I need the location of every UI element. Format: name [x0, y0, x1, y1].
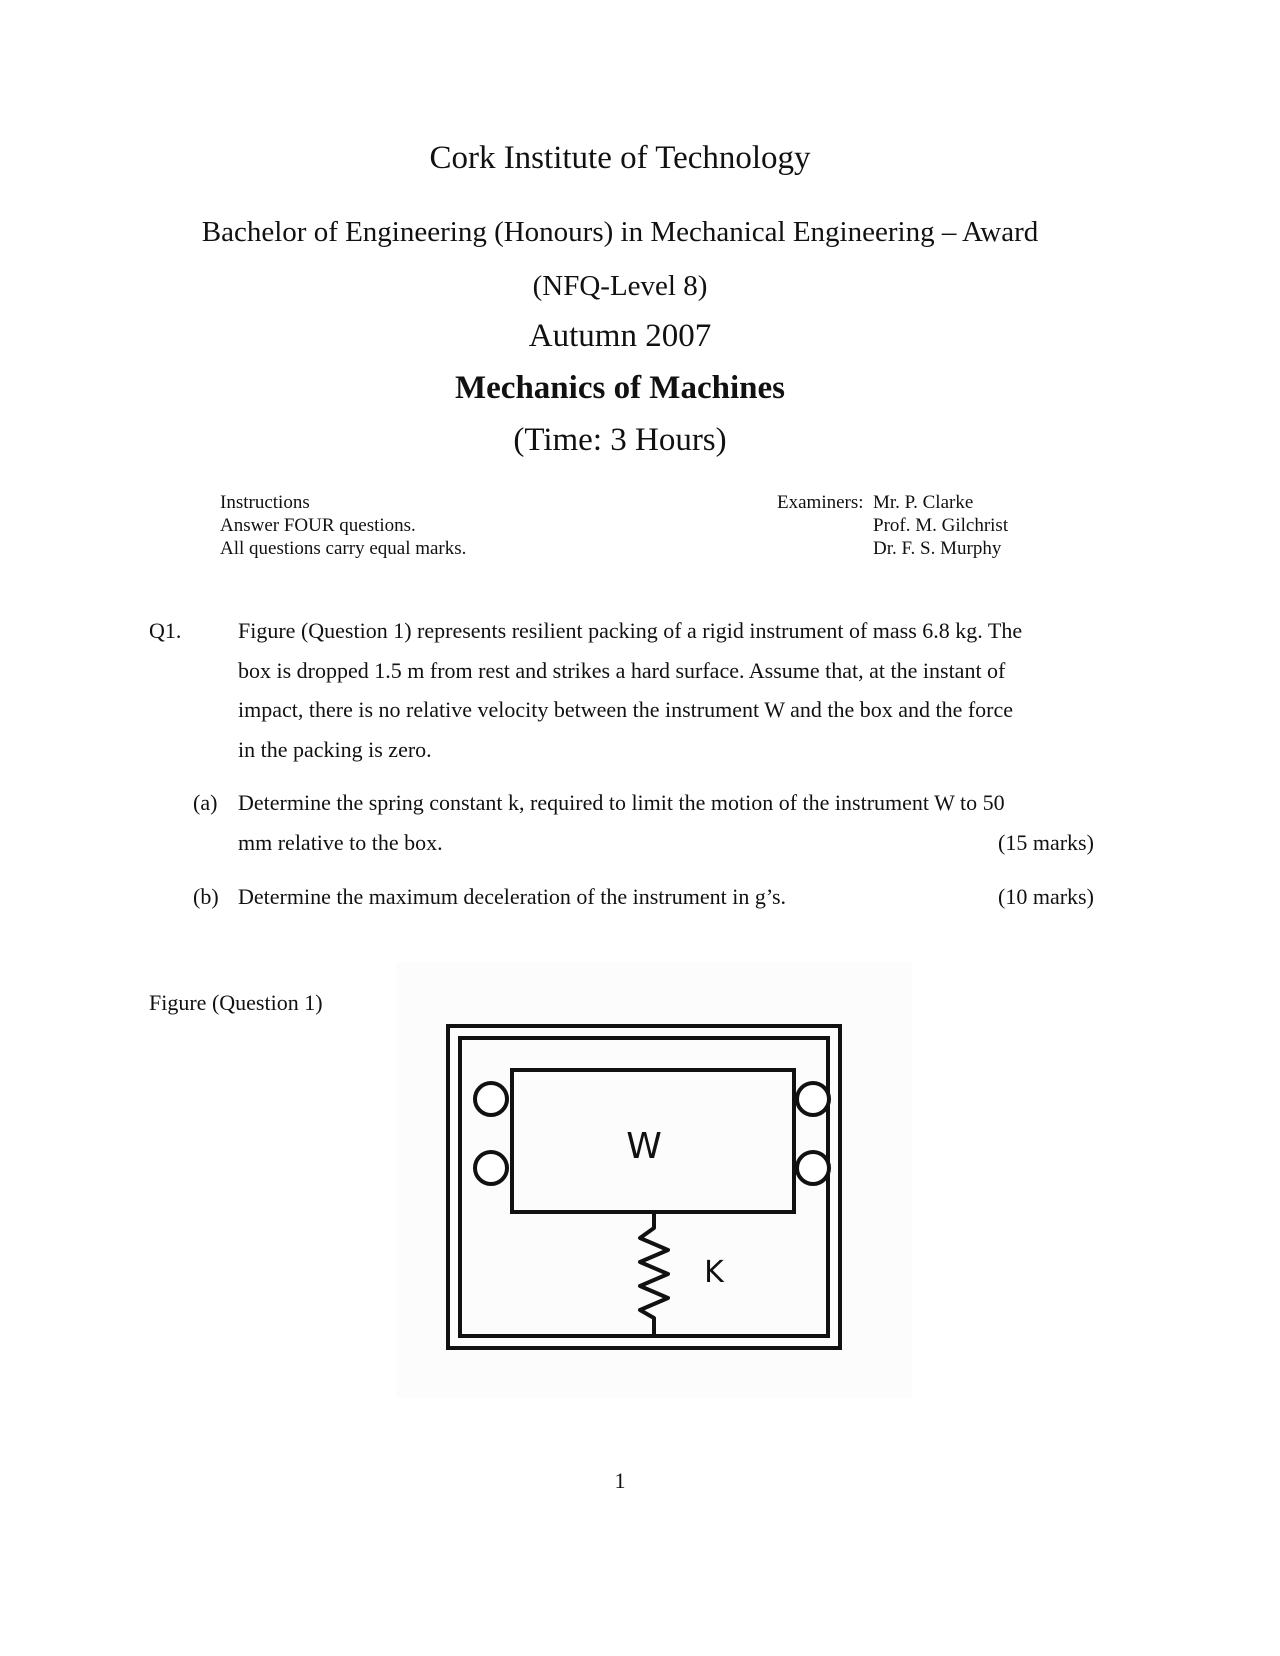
question-text-line: Figure (Question 1) represents resilient packing of a rigid instrument of mass 6.8 kg. The	[238, 618, 1023, 643]
left-lower-roller	[475, 1152, 507, 1184]
figure-drawing	[396, 962, 912, 1398]
right-lower-roller	[797, 1152, 829, 1184]
spring-label: K	[704, 1255, 724, 1290]
question-number: Q1.	[149, 618, 182, 643]
figure-caption: Figure (Question 1)	[149, 990, 323, 1015]
packing-spring	[640, 1212, 668, 1336]
part-b-label: (b)	[193, 884, 219, 909]
part-b-marks: (10 marks)	[998, 884, 1094, 909]
institution-name: Cork Institute of Technology	[429, 140, 811, 176]
question-text-line: box is dropped 1.5 m from rest and strikes a hard surface. Assume that, at the instant of	[238, 658, 1006, 683]
exam-duration: (Time: 3 Hours)	[513, 422, 727, 458]
qualification-level: (NFQ-Level 8)	[532, 270, 708, 302]
instruction-line: Answer FOUR questions.	[220, 515, 416, 536]
question-text-line: in the packing is zero.	[238, 737, 432, 762]
outer-box-wall	[448, 1026, 840, 1348]
instruction-line: All questions carry equal marks.	[220, 538, 467, 559]
examiner-name: Prof. M. Gilchrist	[873, 515, 1009, 536]
part-a-text-line: Determine the spring constant k, required to limit the motion of the instrument W to 50	[238, 790, 1005, 815]
part-a-label: (a)	[193, 790, 218, 815]
instructions-block	[220, 491, 466, 560]
subject-title: Mechanics of Machines	[455, 370, 785, 406]
right-upper-roller	[797, 1083, 829, 1115]
programme-title: Bachelor of Engineering (Honours) in Mechanical Engineering – Award	[201, 216, 1039, 248]
instructions-heading: Instructions	[220, 492, 310, 513]
part-b-text-line: Determine the maximum deceleration of the instrument in g’s.	[238, 884, 787, 909]
page-number: 1	[614, 1468, 626, 1493]
part-a-text-line: mm relative to the box.	[238, 830, 443, 855]
inner-box-wall	[460, 1038, 828, 1336]
mass-label: W	[626, 1126, 662, 1167]
part-a-marks: (15 marks)	[998, 830, 1094, 855]
examiner-name: Dr. F. S. Murphy	[873, 538, 1002, 559]
spring-mass-figure	[396, 962, 912, 1398]
examiners-list	[873, 491, 1008, 560]
examiners-label: Examiners:	[777, 492, 864, 513]
question-text-line: impact, there is no relative velocity between the instrument W and the box and the force	[238, 697, 1014, 722]
exam-session: Autumn 2007	[528, 318, 712, 354]
left-upper-roller	[475, 1083, 507, 1115]
examiner-name: Mr. P. Clarke	[873, 492, 974, 513]
